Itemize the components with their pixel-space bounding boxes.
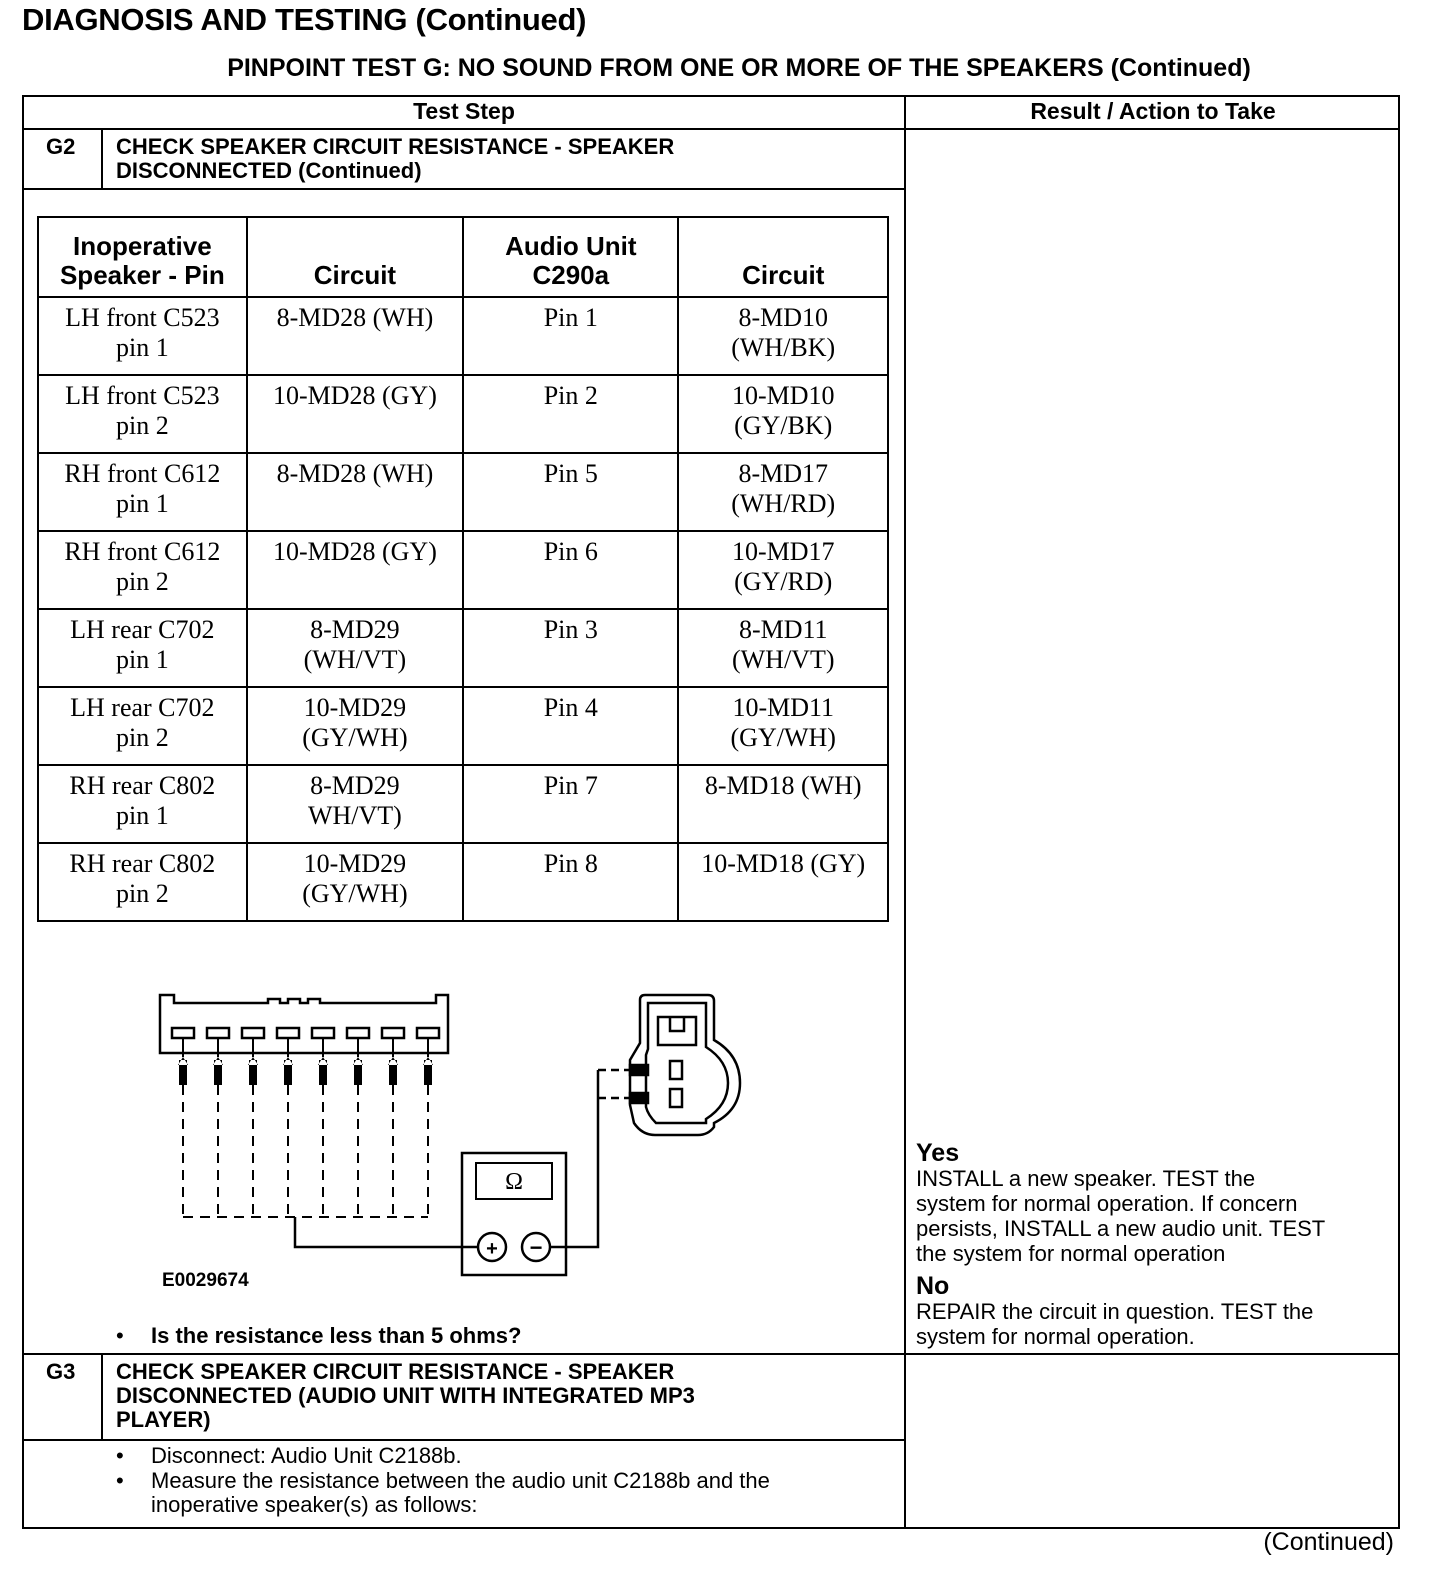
cell-line: (WH/VT) bbox=[303, 645, 407, 674]
pin-table-cell bbox=[463, 375, 678, 453]
cell-line: Pin 2 bbox=[543, 381, 598, 410]
result-yes-label: Yes bbox=[916, 1139, 960, 1167]
pin-table-cell bbox=[678, 609, 888, 687]
cell-line: RH rear C802 bbox=[69, 771, 216, 800]
pin-table-cell bbox=[463, 765, 678, 843]
cell-line: (WH/VT) bbox=[731, 645, 835, 674]
pin-table-cell bbox=[247, 687, 463, 765]
result-yes-line: the system for normal operation bbox=[916, 1241, 1226, 1266]
cell-line: 8-MD17 bbox=[738, 459, 829, 488]
g3-bullet-text: inoperative speaker(s) as follows: bbox=[151, 1492, 478, 1517]
cell-line: 10-MD10 bbox=[731, 381, 835, 410]
result-no-line: system for normal operation. bbox=[916, 1324, 1195, 1349]
result-no-label: No bbox=[916, 1272, 950, 1300]
g3-bullet bbox=[116, 1444, 896, 1468]
pin-table-row bbox=[38, 297, 888, 375]
cell-line: 10-MD29 bbox=[303, 693, 407, 722]
cell-line: Pin 5 bbox=[543, 459, 598, 488]
pin-table-cell bbox=[38, 375, 247, 453]
speaker-pin-table bbox=[37, 216, 889, 922]
continued-note: (Continued) bbox=[1263, 1528, 1394, 1556]
pin-table-cell bbox=[247, 609, 463, 687]
cell-line: 8-MD28 (WH) bbox=[276, 459, 434, 488]
cell-line: (WH/BK) bbox=[731, 333, 836, 362]
cell-line: Pin 3 bbox=[543, 615, 598, 644]
cell-line: WH/VT) bbox=[307, 801, 402, 830]
cell-line: 10-MD29 bbox=[303, 849, 407, 878]
pin-table-cell bbox=[463, 843, 678, 921]
cell-line: 8-MD18 (WH) bbox=[704, 771, 862, 800]
pin-table-cell bbox=[463, 687, 678, 765]
pin-table-cell bbox=[678, 297, 888, 375]
cell-line: pin 1 bbox=[115, 333, 169, 362]
cell-line: 10-MD17 bbox=[731, 537, 835, 566]
svg-text:−: − bbox=[529, 1235, 543, 1260]
pin-table-row bbox=[38, 687, 888, 765]
cell-line: RH rear C802 bbox=[69, 849, 216, 878]
step-divider bbox=[22, 1353, 1400, 1355]
cell-line: pin 1 bbox=[115, 489, 169, 518]
result-no-line: REPAIR the circuit in question. TEST the bbox=[916, 1299, 1314, 1324]
pin-table-cell bbox=[678, 375, 888, 453]
connector-pins bbox=[172, 1028, 439, 1038]
g3-id-divider bbox=[101, 1353, 103, 1441]
g2-title-rule bbox=[22, 188, 906, 190]
g3-title-rule bbox=[22, 1439, 906, 1441]
col-header-speaker-pin: Inoperative Speaker - Pin bbox=[38, 217, 247, 297]
col-header-circuit: Circuit bbox=[247, 217, 463, 297]
cell-line: LH front C523 bbox=[65, 381, 220, 410]
pin-table-row bbox=[38, 453, 888, 531]
pin-table-cell bbox=[678, 843, 888, 921]
probe-leads bbox=[178, 1038, 630, 1247]
cell-line: 8-MD11 bbox=[738, 615, 828, 644]
bullet-marker: • bbox=[116, 1468, 124, 1493]
cell-line: 8-MD29 bbox=[310, 771, 400, 800]
cell-line: Pin 4 bbox=[543, 693, 598, 722]
step-id-g3: G3 bbox=[46, 1359, 76, 1384]
pin-table-cell bbox=[247, 375, 463, 453]
question-text: Is the resistance less than 5 ohms? bbox=[151, 1323, 522, 1348]
cell-line: LH front C523 bbox=[65, 303, 220, 332]
pinpoint-test-title: PINPOINT TEST G: NO SOUND FROM ONE OR MORE OF THE SPEAKERS (Continued) bbox=[227, 54, 1251, 82]
pin-table-cell bbox=[38, 765, 247, 843]
cell-line: RH front C612 bbox=[64, 537, 221, 566]
step-title-g2 bbox=[116, 135, 674, 183]
pin-table-cell bbox=[38, 687, 247, 765]
pin-table-cell bbox=[247, 531, 463, 609]
cell-line: 10-MD28 (GY) bbox=[272, 381, 437, 410]
cell-line: Pin 1 bbox=[543, 303, 598, 332]
pin-table-header-row bbox=[38, 217, 888, 297]
cell-line: RH front C612 bbox=[64, 459, 221, 488]
pin-table-cell bbox=[247, 765, 463, 843]
g3-bullet-text: Measure the resistance between the audio unit C2188b and the bbox=[151, 1468, 770, 1493]
cell-line: 8-MD10 bbox=[738, 303, 829, 332]
pin-table-cell bbox=[463, 531, 678, 609]
cell-line: Pin 7 bbox=[543, 771, 598, 800]
page-title: DIAGNOSIS AND TESTING (Continued) bbox=[22, 2, 587, 37]
g2-id-divider bbox=[101, 128, 103, 190]
pin-table-cell bbox=[463, 297, 678, 375]
col-header-circuit-2: Circuit bbox=[678, 217, 888, 297]
g3-bullet-text: Disconnect: Audio Unit C2188b. bbox=[151, 1443, 462, 1468]
result-yes-line: INSTALL a new speaker. TEST the bbox=[916, 1166, 1256, 1191]
g3-bullet bbox=[116, 1469, 896, 1517]
pin-table-cell bbox=[38, 453, 247, 531]
pin-table-cell bbox=[463, 453, 678, 531]
pin-table-row bbox=[38, 531, 888, 609]
cell-line: (GY/WH) bbox=[730, 723, 836, 752]
ohm-symbol: Ω bbox=[505, 1169, 523, 1195]
cell-line: (GY/BK) bbox=[734, 411, 833, 440]
cell-line: pin 2 bbox=[115, 723, 169, 752]
step-title-g2-line2: DISCONNECTED (Continued) bbox=[116, 158, 422, 183]
cell-line: 10-MD28 (GY) bbox=[272, 537, 437, 566]
cell-line: (WH/RD) bbox=[731, 489, 836, 518]
pin-table-row bbox=[38, 375, 888, 453]
cell-line: pin 1 bbox=[115, 801, 169, 830]
test-step-header: Test Step bbox=[413, 98, 515, 124]
step-title-g2-line1: CHECK SPEAKER CIRCUIT RESISTANCE - SPEAKER bbox=[116, 134, 675, 159]
cell-line: 8-MD28 (WH) bbox=[276, 303, 434, 332]
figure-id: E0029674 bbox=[162, 1270, 249, 1291]
g2-result bbox=[916, 1141, 1391, 1349]
pin-table-cell bbox=[678, 453, 888, 531]
ohmmeter bbox=[462, 1153, 566, 1275]
cell-line: pin 1 bbox=[115, 645, 169, 674]
step-id-g2: G2 bbox=[46, 134, 76, 159]
pin-table-cell bbox=[247, 297, 463, 375]
result-action-header: Result / Action to Take bbox=[1030, 98, 1276, 124]
cell-line: Pin 6 bbox=[543, 537, 598, 566]
pin-table-cell bbox=[247, 843, 463, 921]
pin-table-row bbox=[38, 609, 888, 687]
bullet-marker: • bbox=[116, 1443, 124, 1468]
cell-line: pin 2 bbox=[115, 567, 169, 596]
cell-line: (GY/WH) bbox=[302, 723, 408, 752]
cell-line: 8-MD29 bbox=[310, 615, 400, 644]
result-yes-line: persists, INSTALL a new audio unit. TEST bbox=[916, 1216, 1326, 1241]
pin-table-cell bbox=[678, 765, 888, 843]
pin-table-cell bbox=[678, 531, 888, 609]
pin-table-cell bbox=[38, 609, 247, 687]
cell-line: LH rear C702 bbox=[70, 615, 215, 644]
pin-table-cell bbox=[38, 297, 247, 375]
step-title-g3-line: DISCONNECTED (AUDIO UNIT WITH INTEGRATED MP3 bbox=[116, 1383, 695, 1408]
cell-line: 10-MD18 (GY) bbox=[701, 849, 866, 878]
cell-line: LH rear C702 bbox=[70, 693, 215, 722]
cell-line: (GY/WH) bbox=[302, 879, 408, 908]
pin-table-row bbox=[38, 765, 888, 843]
cell-line: pin 2 bbox=[115, 411, 169, 440]
cell-line: (GY/RD) bbox=[734, 567, 833, 596]
step-title-g3-line: PLAYER) bbox=[116, 1407, 211, 1432]
svg-text:+: + bbox=[486, 1238, 498, 1260]
pin-table-cell bbox=[678, 687, 888, 765]
col-header-audio-unit: Audio Unit C290a bbox=[463, 217, 678, 297]
pin-table-cell bbox=[247, 453, 463, 531]
pin-table-cell bbox=[463, 609, 678, 687]
header-rule bbox=[22, 128, 1400, 130]
step-title-g3 bbox=[116, 1360, 695, 1432]
cell-line: pin 2 bbox=[115, 879, 169, 908]
speaker-connector bbox=[160, 995, 448, 1053]
speaker-plug bbox=[630, 995, 740, 1135]
column-divider bbox=[904, 95, 906, 1529]
pin-table-cell bbox=[38, 531, 247, 609]
bullet-marker: • bbox=[116, 1323, 124, 1348]
cell-line: Pin 8 bbox=[543, 849, 598, 878]
cell-line: 10-MD11 bbox=[732, 693, 835, 722]
connector-measurement-diagram bbox=[150, 985, 770, 1295]
pin-table-row bbox=[38, 843, 888, 921]
result-yes-line: system for normal operation. If concern bbox=[916, 1191, 1298, 1216]
pin-table-cell bbox=[38, 843, 247, 921]
step-title-g3-line: CHECK SPEAKER CIRCUIT RESISTANCE - SPEAKER bbox=[116, 1359, 675, 1384]
